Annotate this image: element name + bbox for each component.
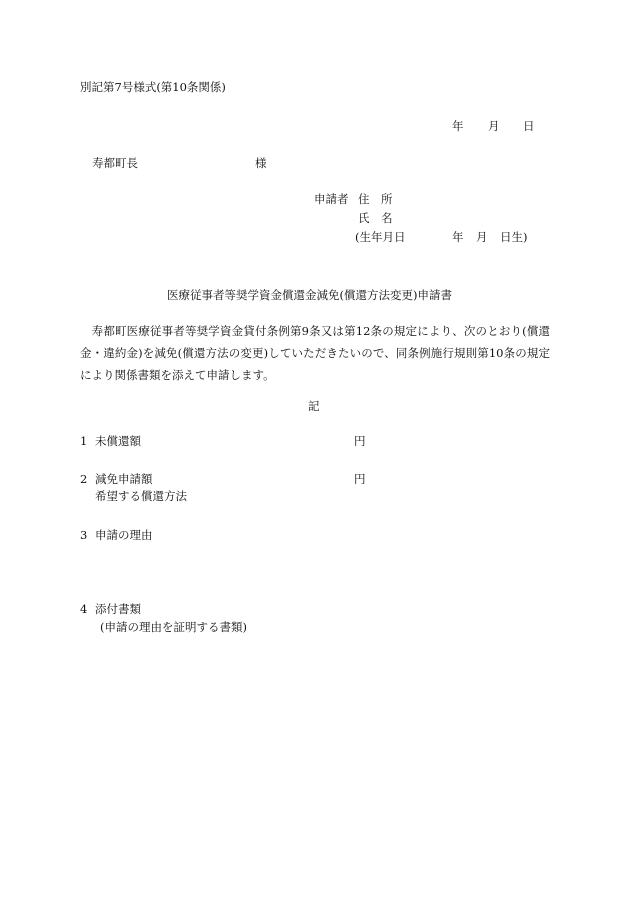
item-2-label: 減免申請額	[95, 472, 153, 486]
item-2-sub: 希望する償還方法	[95, 489, 187, 503]
item-1-unit: 円	[354, 434, 366, 448]
date-day: 日	[523, 119, 535, 133]
ki-heading: 記	[308, 399, 320, 413]
item-3-label: 申請の理由	[95, 528, 153, 542]
item-1-number: 1	[80, 434, 88, 448]
addressee-honorific: 様	[255, 156, 267, 170]
item-3-number: 3	[80, 528, 88, 542]
document-title: 医療従事者等奨学資金償還金減免(償還方法変更)申請書	[167, 288, 452, 302]
item-4-label: 添付書類	[95, 602, 141, 616]
addressee-name: 寿都町長	[92, 156, 138, 170]
body-paragraph: 寿都町医療従事者等奨学資金貸付条例第9条又は第12条の規定により、次のとおり(償還金・違約金)を減免(償還方法の変更)していただきたいので、同条例施行規則第10条の規定により関係書類を添えて申請します。	[80, 324, 550, 382]
form-label: 別記第7号様式(第10条関係)	[80, 80, 226, 94]
date-month: 月	[488, 119, 500, 133]
item-4-number: 4	[80, 602, 88, 616]
item-1-label: 未償還額	[95, 434, 141, 448]
item-2-number: 2	[80, 472, 88, 486]
birth-open: (生年月日	[355, 230, 406, 244]
applicant-label: 申請者	[314, 192, 349, 206]
name-label: 氏 名	[358, 211, 393, 225]
birth-day: 日生)	[500, 230, 528, 244]
birth-year: 年	[452, 230, 464, 244]
item-2-unit: 円	[354, 472, 366, 486]
item-4-sub: (申請の理由を証明する書類)	[100, 620, 247, 634]
date-year: 年	[452, 119, 464, 133]
address-label: 住 所	[358, 192, 393, 206]
birth-month: 月	[476, 230, 488, 244]
